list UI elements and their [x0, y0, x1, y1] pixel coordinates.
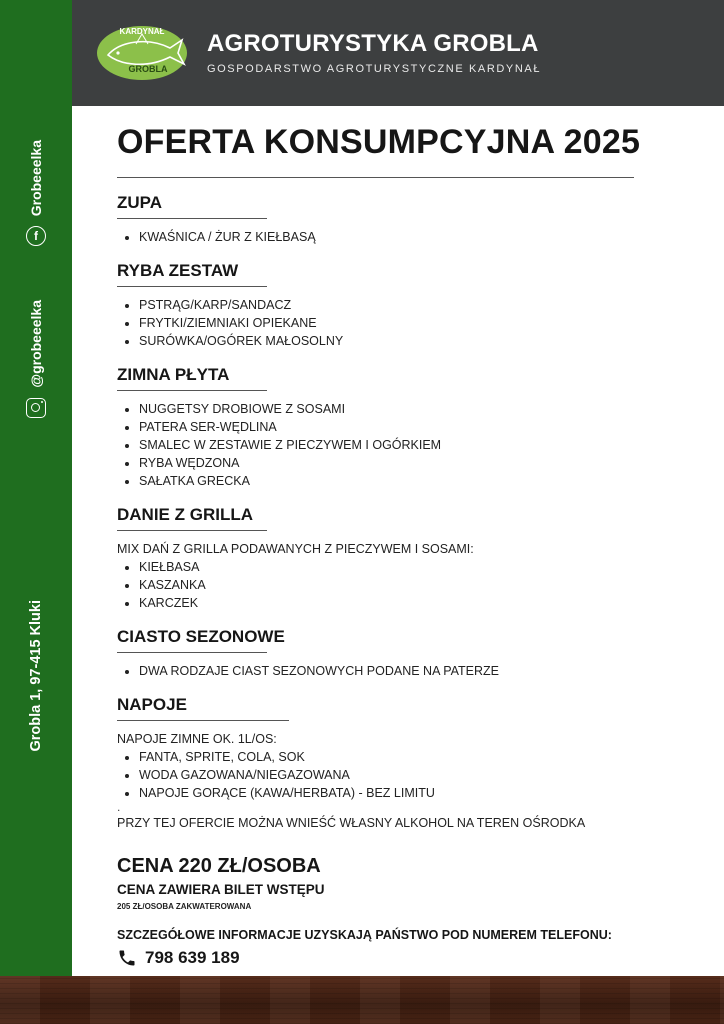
- list-item: • SURÓWKA/OGÓREK MAŁOSOLNY: [139, 332, 677, 350]
- list-item: • PATERA SER-WĘDLINA: [139, 418, 677, 436]
- list-item: • NUGGETSY DROBIOWE Z SOSAMI: [139, 400, 677, 418]
- phone-row[interactable]: [117, 948, 677, 968]
- list-item: • SMALEC W ZESTAWIE Z PIECZYWEM I OGÓRKIEM: [139, 436, 677, 454]
- section-title: DANIE Z GRILLA: [117, 505, 253, 524]
- section-zupa: [117, 192, 677, 246]
- instagram-contact[interactable]: [18, 300, 54, 418]
- section-title: CIASTO SEZONOWE: [117, 627, 285, 646]
- section-title: NAPOJE: [117, 695, 187, 714]
- section-title: ZUPA: [117, 193, 163, 212]
- brand-title: AGROTURYSTYKA GROBLA: [207, 30, 539, 57]
- wood-footer: [0, 976, 724, 1024]
- alcohol-note: PRZY TEJ OFERCIE MOŻNA WNIEŚĆ WŁASNY ALKOHOL NA TEREN OŚRODKA: [117, 816, 586, 830]
- section-intro: MIX DAŃ Z GRILLA PODAWANYCH Z PIECZYWEM I SOSAMI:: [117, 542, 474, 556]
- facebook-handle[interactable]: Grobeeelka: [28, 140, 44, 217]
- page-title: OFERTA KONSUMPCYJNA 2025: [117, 123, 641, 161]
- list-item: • KARCZEK: [139, 594, 677, 612]
- list-item: • SAŁATKA GRECKA: [139, 472, 677, 490]
- list-item: • KIEŁBASA: [139, 558, 677, 576]
- section-intro: NAPOJE ZIMNE OK. 1L/OS:: [117, 732, 277, 746]
- list-item: • NAPOJE GORĄCE (KAWA/HERBATA) - BEZ LIMITU: [139, 784, 677, 802]
- section-ciasto-sezonowe: [117, 626, 677, 680]
- list-item: • KASZANKA: [139, 576, 677, 594]
- section-divider: [117, 652, 267, 653]
- address-block: [18, 600, 54, 752]
- phone-number[interactable]: 798 639 189: [145, 948, 240, 967]
- price-accommodation: 205 ZŁ/OSOBA ZAKWATEROWANA: [117, 902, 252, 911]
- facebook-icon: f: [26, 226, 46, 246]
- list-item: • FANTA, SPRITE, COLA, SOK: [139, 748, 677, 766]
- header: [72, 0, 724, 106]
- section-title: ZIMNA PŁYTA: [117, 365, 230, 384]
- facebook-contact[interactable]: [18, 140, 54, 246]
- item-list: [117, 228, 677, 246]
- section-divider: [117, 218, 267, 219]
- section-ryba-zestaw: [117, 260, 677, 350]
- instagram-handle[interactable]: @grobeeelka: [28, 300, 44, 388]
- brand-subtitle: GOSPODARSTWO AGROTURYSTYCZNE KARDYNAŁ: [207, 63, 542, 75]
- item-list: [117, 748, 677, 802]
- list-item: • PSTRĄG/KARP/SANDACZ: [139, 296, 677, 314]
- instagram-icon: [26, 398, 46, 418]
- address-text: Grobla 1, 97-415 Kluki: [28, 600, 44, 752]
- logo-fish-icon: [96, 22, 188, 82]
- sidebar: [0, 0, 72, 976]
- section-napoje: [117, 694, 677, 812]
- item-list: [117, 662, 677, 680]
- list-item: • RYBA WĘDZONA: [139, 454, 677, 472]
- stray-dot: .: [117, 800, 121, 814]
- section-divider: [117, 390, 267, 391]
- section-divider: [117, 530, 267, 531]
- phone-icon: [117, 948, 137, 968]
- section-divider: [117, 720, 289, 721]
- contact-info: SZCZEGÓŁOWE INFORMACJE UZYSKAJĄ PAŃSTWO POD NUMEREM TELEFONU:: [117, 928, 612, 942]
- section-title: RYBA ZESTAW: [117, 261, 239, 280]
- svg-text:GROBLA: GROBLA: [128, 64, 168, 74]
- section-danie-z-grilla: [117, 504, 677, 612]
- list-item: • KWAŚNICA / ŻUR Z KIEŁBASĄ: [139, 228, 677, 246]
- item-list: [117, 400, 677, 490]
- list-item: • DWA RODZAJE CIAST SEZONOWYCH PODANE NA PATERZE: [139, 662, 677, 680]
- title-divider: [117, 177, 634, 178]
- menu-content: [117, 118, 677, 968]
- section-zimna-plyta: [117, 364, 677, 490]
- svg-text:KARDYNAŁ: KARDYNAŁ: [119, 27, 165, 36]
- item-list: [117, 296, 677, 350]
- section-divider: [117, 286, 267, 287]
- price-main: CENA 220 ZŁ/OSOBA: [117, 855, 321, 877]
- item-list: [117, 558, 677, 612]
- list-item: • FRYTKI/ZIEMNIAKI OPIEKANE: [139, 314, 677, 332]
- price-includes: CENA ZAWIERA BILET WSTĘPU: [117, 882, 325, 897]
- list-item: • WODA GAZOWANA/NIEGAZOWANA: [139, 766, 677, 784]
